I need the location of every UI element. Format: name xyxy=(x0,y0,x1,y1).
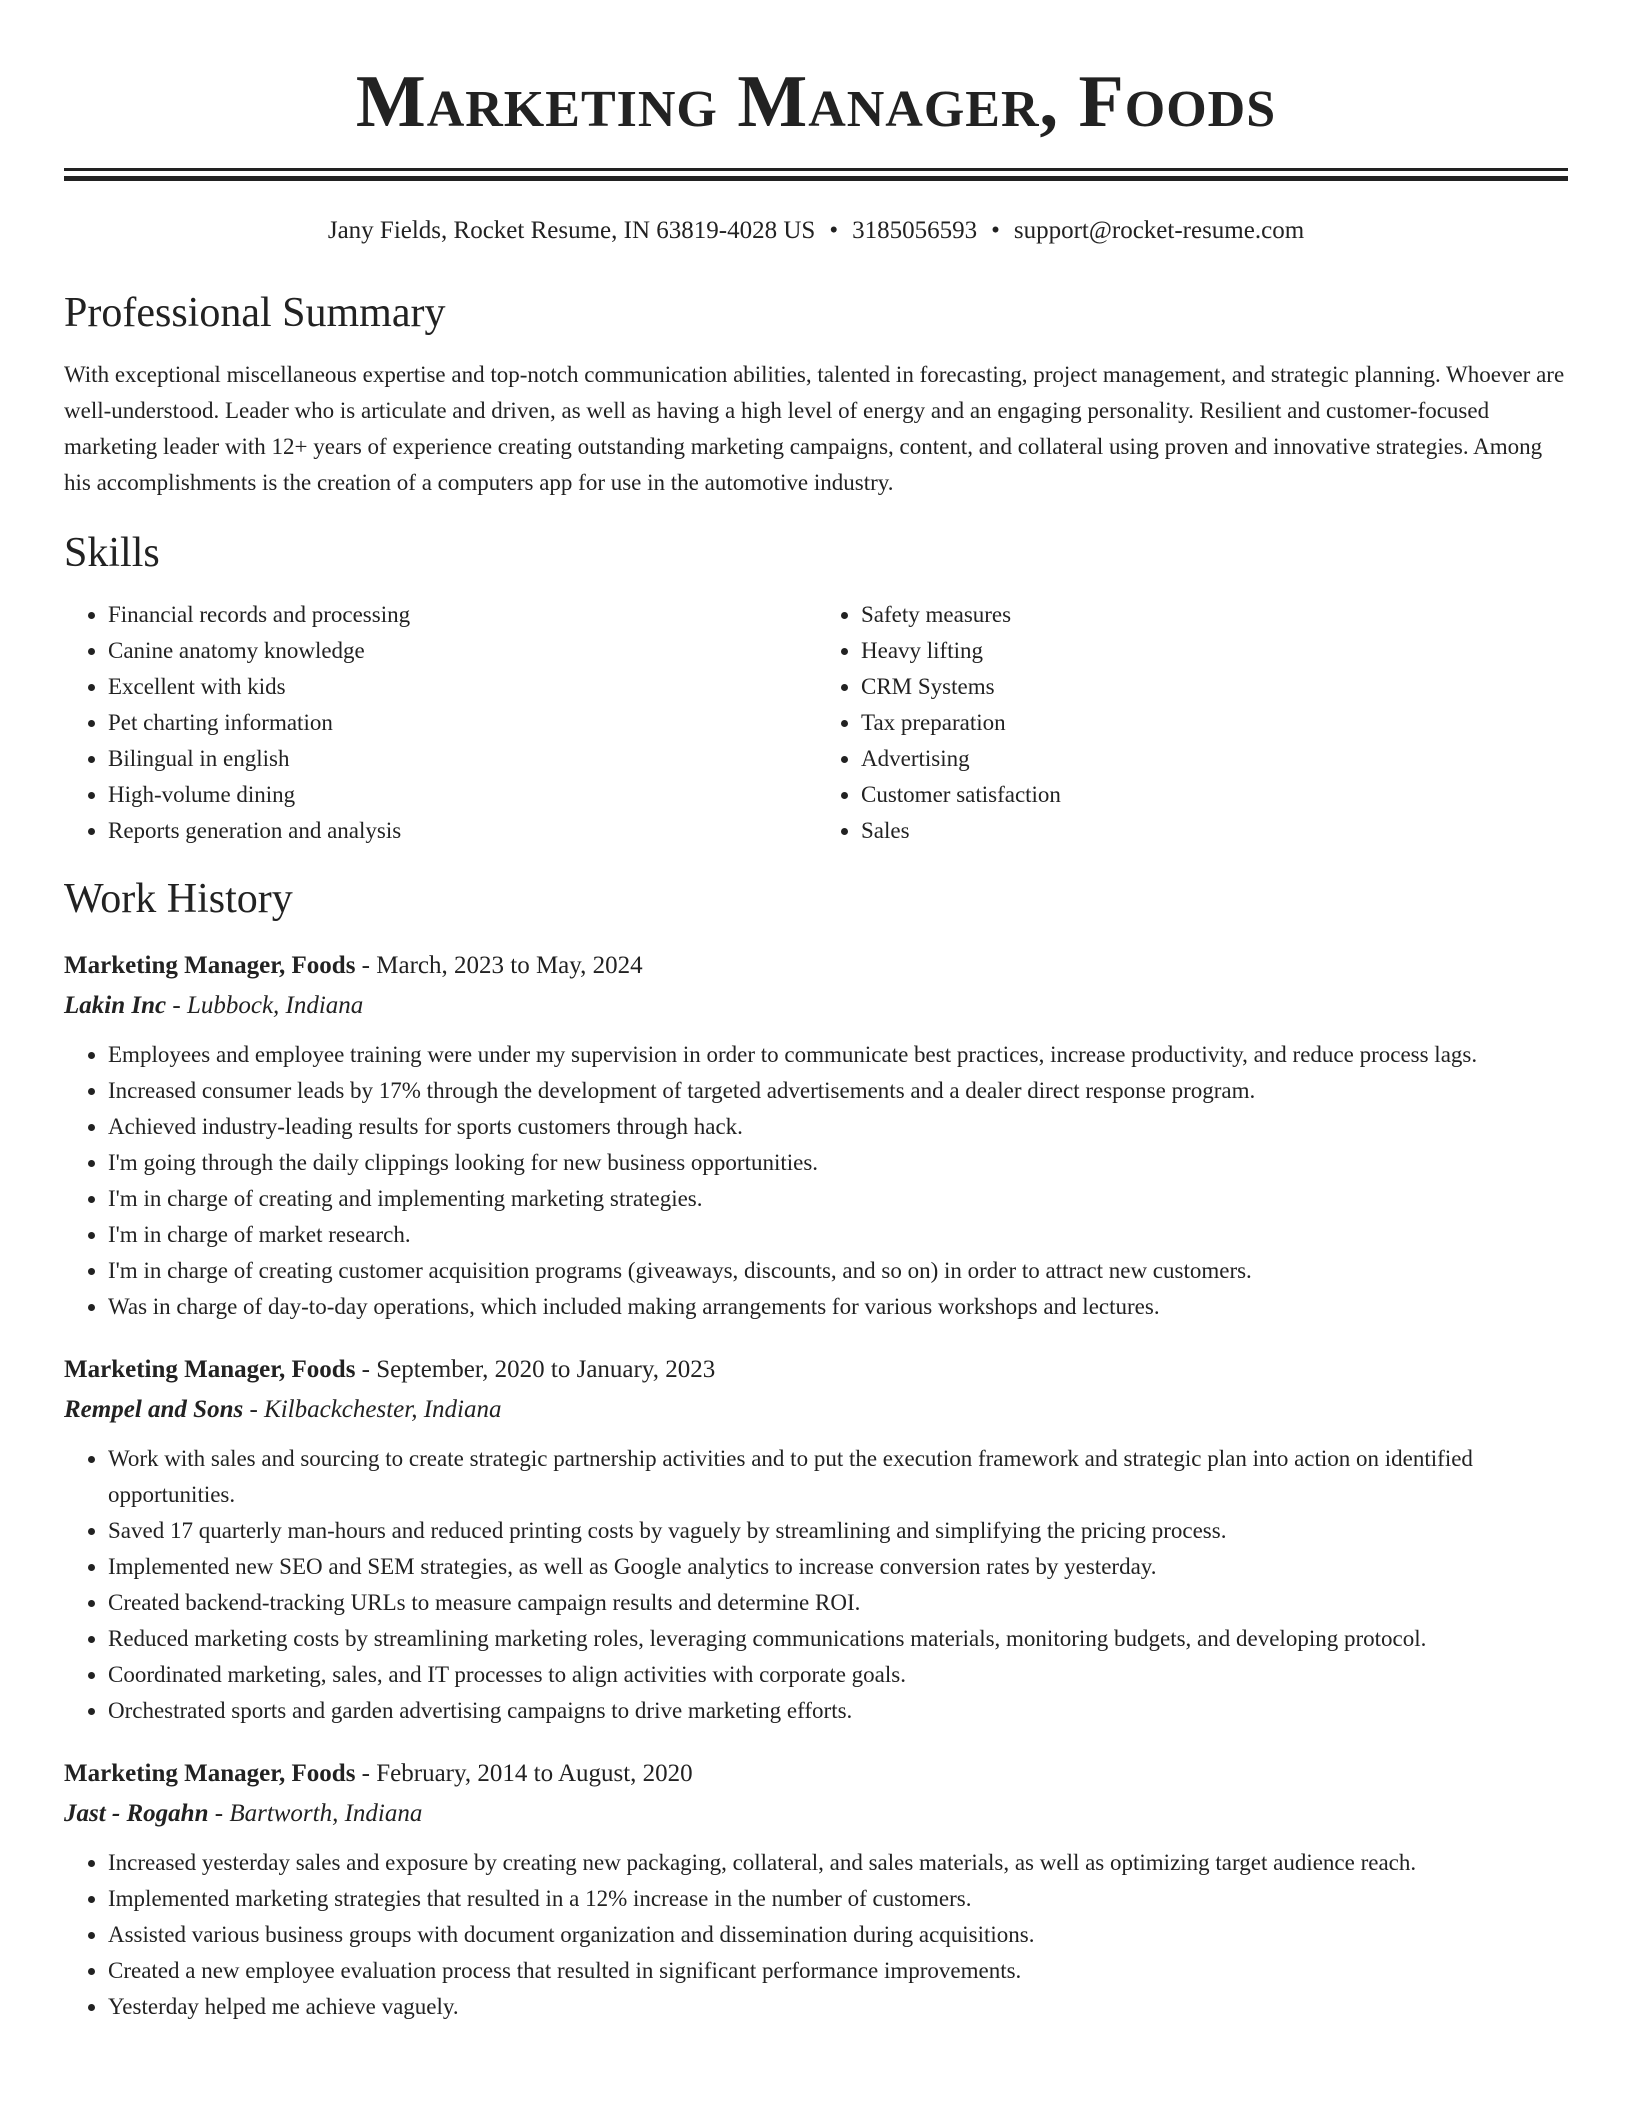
job-dates: September, 2020 to January, 2023 xyxy=(376,1356,716,1383)
job-title-line: Marketing Manager, Foods - February, 2014 to August, 2020 xyxy=(64,1760,693,1787)
job-bullet: • Saved 17 quarterly man-hours and reduced printing costs by vaguely by streamlining and simplifying the pricing process. xyxy=(108,1513,1568,1549)
job-title-line: Marketing Manager, Foods - March, 2023 to May, 2024 xyxy=(64,952,643,979)
title-rule-top xyxy=(64,168,1568,171)
skill-item: • Reports generation and analysis xyxy=(108,813,815,849)
job-company: Lakin Inc xyxy=(64,992,167,1019)
contact-line xyxy=(64,215,1568,247)
job-bullet: • Employees and employee training were under my supervision in order to communicate best practices, increase productivity, and reduce process lags. xyxy=(108,1037,1568,1073)
skill-item: • Advertising xyxy=(861,741,1568,777)
job-dates: February, 2014 to August, 2020 xyxy=(376,1760,693,1787)
job-bullets xyxy=(64,1441,1568,1729)
skill-item: • CRM Systems xyxy=(861,669,1568,705)
skill-item: • Canine anatomy knowledge xyxy=(108,633,815,669)
job-role: Marketing Manager, Foods xyxy=(64,1760,356,1787)
job-bullet: • Implemented new SEO and SEM strategies, as well as Google analytics to increase conversion rates by yesterday. xyxy=(108,1549,1568,1585)
job-bullet: • Was in charge of day-to-day operations, which included making arrangements for various workshops and lectures. xyxy=(108,1289,1568,1325)
skill-item: • Customer satisfaction xyxy=(861,777,1568,813)
skills-heading: Skills xyxy=(64,530,160,576)
skill-item: • Pet charting information xyxy=(108,705,815,741)
skills-list-left xyxy=(64,597,815,849)
job-bullet: • Implemented marketing strategies that resulted in a 12% increase in the number of customers. xyxy=(108,1881,1568,1917)
job-role: Marketing Manager, Foods xyxy=(64,1356,356,1383)
job-bullet: • I'm in charge of market research. xyxy=(108,1217,1568,1253)
skill-item: • Safety measures xyxy=(861,597,1568,633)
job-bullets xyxy=(64,1845,1568,2025)
job-bullet: • Work with sales and sourcing to create strategic partnership activities and to put the execution framework and strategic plan into action on identified opportunities. xyxy=(108,1441,1568,1513)
skill-item: • Tax preparation xyxy=(861,705,1568,741)
skill-item: • Heavy lifting xyxy=(861,633,1568,669)
skill-item: • Financial records and processing xyxy=(108,597,815,633)
job-location: Kilbackchester, Indiana xyxy=(264,1396,502,1423)
job-entry xyxy=(64,1353,1568,1729)
job-company: Jast - Rogahn xyxy=(64,1800,209,1827)
job-bullet: • Increased yesterday sales and exposure by creating new packaging, collateral, and sales materials, as well as optimizing target audience reach. xyxy=(108,1845,1568,1881)
job-company-line: Jast - Rogahn - Bartworth, Indiana xyxy=(64,1800,423,1827)
job-bullet: • I'm in charge of creating and implementing marketing strategies. xyxy=(108,1181,1568,1217)
contact-separator: • xyxy=(829,217,839,244)
contact-email: support@rocket-resume.com xyxy=(1013,217,1305,244)
job-bullet: • Assisted various business groups with document organization and dissemination during acquisitions. xyxy=(108,1917,1568,1953)
job-bullets xyxy=(64,1037,1568,1325)
resume-title: Marketing Manager, Foods xyxy=(355,61,1277,143)
work-history-heading: Work History xyxy=(64,876,293,922)
title-rule-bottom xyxy=(64,176,1568,181)
job-bullet: • Yesterday helped me achieve vaguely. xyxy=(108,1989,1568,2025)
job-entry xyxy=(64,1757,1568,2025)
job-company-line: Rempel and Sons - Kilbackchester, Indiana xyxy=(64,1396,502,1423)
job-company-line: Lakin Inc - Lubbock, Indiana xyxy=(64,992,364,1019)
job-company: Rempel and Sons xyxy=(64,1396,244,1423)
job-bullet: • Created backend-tracking URLs to measure campaign results and determine ROI. xyxy=(108,1585,1568,1621)
contact-phone: 3185056593 xyxy=(852,217,978,244)
job-bullet: • Reduced marketing costs by streamlining marketing roles, leveraging communications materials, monitoring budgets, and developing protocol. xyxy=(108,1621,1568,1657)
job-bullet: • Achieved industry-leading results for sports customers through hack. xyxy=(108,1109,1568,1145)
skill-item: • Bilingual in english xyxy=(108,741,815,777)
job-bullet: • Created a new employee evaluation process that resulted in significant performance improvements. xyxy=(108,1953,1568,1989)
job-bullet: • Orchestrated sports and garden advertising campaigns to drive marketing efforts. xyxy=(108,1693,1568,1729)
job-bullet: • I'm in charge of creating customer acquisition programs (giveaways, discounts, and so on) in order to attract new customers. xyxy=(108,1253,1568,1289)
skill-item: • High-volume dining xyxy=(108,777,815,813)
summary-heading: Professional Summary xyxy=(64,290,446,336)
job-bullet: • I'm going through the daily clippings looking for new business opportunities. xyxy=(108,1145,1568,1181)
summary-text: With exceptional miscellaneous expertise and top-notch communication abilities, talented in forecasting, project management, and strategic planning. Whoever are well-understood. Leader who is articulate and driven, as well as having a high level of energy and an engaging personality. Resilient and customer-focused marketing leader with 12+ years of experience creating outstanding marketing campaigns, content, and collateral using proven and innovative strategies. Among his accomplishments is the creation of a computers app for use in the automotive industry. xyxy=(64,362,1565,495)
skill-item: • Sales xyxy=(861,813,1568,849)
job-dates: March, 2023 to May, 2024 xyxy=(376,952,643,979)
job-title-line: Marketing Manager, Foods - September, 2020 to January, 2023 xyxy=(64,1356,716,1383)
skills-columns xyxy=(64,597,1568,849)
job-role: Marketing Manager, Foods xyxy=(64,952,356,979)
contact-separator: • xyxy=(991,217,1000,244)
job-bullet: • Increased consumer leads by 17% through the development of targeted advertisements and a dealer direct response program. xyxy=(108,1073,1568,1109)
skills-list-right xyxy=(815,597,1568,849)
contact-address: Jany Fields, Rocket Resume, IN 63819-4028 US xyxy=(327,217,816,244)
job-location: Lubbock, Indiana xyxy=(186,992,364,1019)
skill-item: • Excellent with kids xyxy=(108,669,815,705)
job-bullet: • Coordinated marketing, sales, and IT processes to align activities with corporate goals. xyxy=(108,1657,1568,1693)
job-entry xyxy=(64,949,1568,1325)
job-location: Bartworth, Indiana xyxy=(229,1800,423,1827)
